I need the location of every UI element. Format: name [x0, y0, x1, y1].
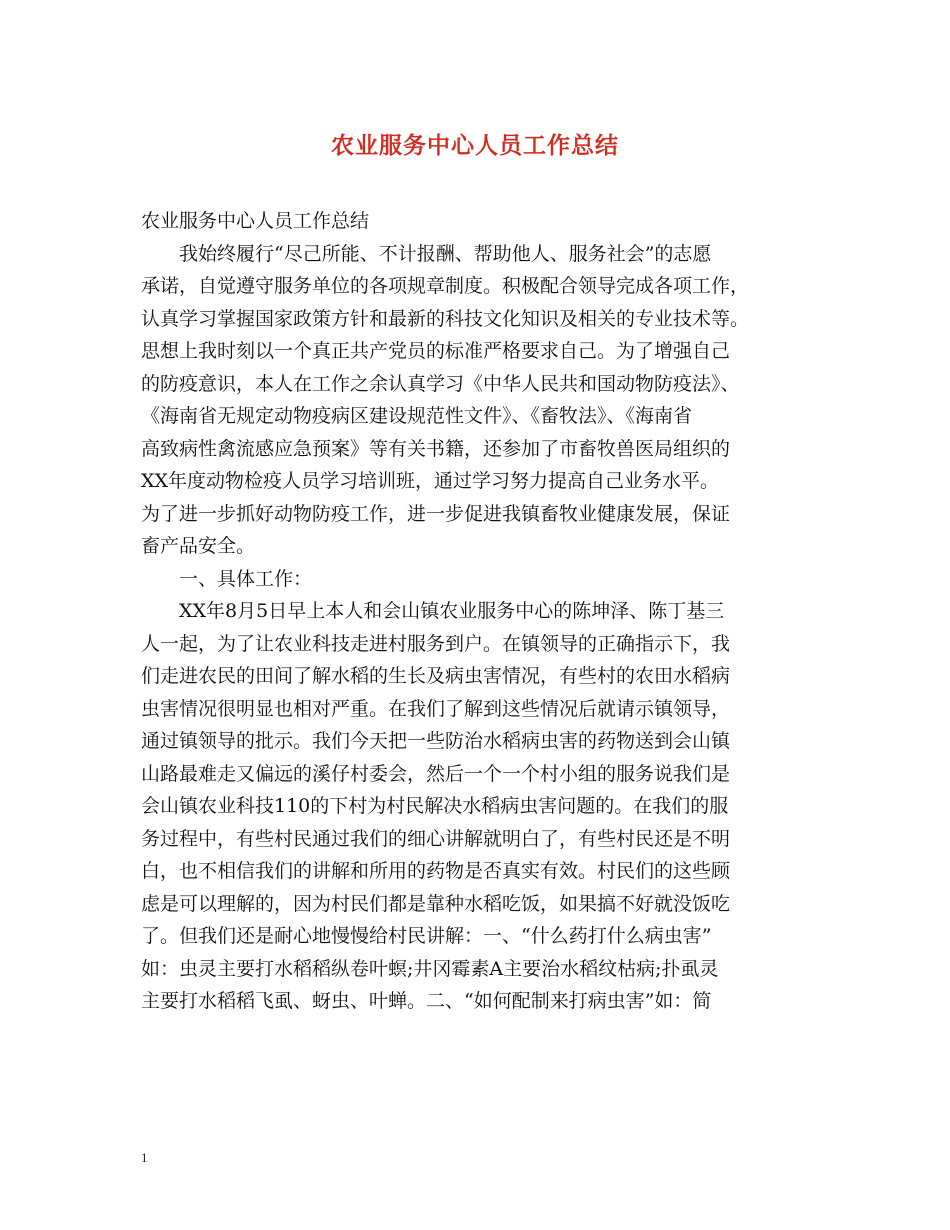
body-line: 通过镇领导的批示。我们今天把一些防治水稻病虫害的药物送到会山镇: [141, 730, 731, 752]
body-line: 我始终履行“尽己所能、不计报酬、帮助他人、服务社会”的志愿: [141, 242, 712, 265]
body-line: XX年度动物检疫人员学习培训班，通过学习努力提高自己业务水平。: [141, 470, 720, 492]
body-line: 为了进一步抓好动物防疫工作，进一步促进我镇畜牧业健康发展，保证: [141, 502, 731, 525]
body-line: 认真学习掌握国家政策方针和最新的科技文化知识及相关的专业技术等。: [141, 307, 750, 330]
document-title: 农业服务中心人员工作总结: [331, 132, 619, 159]
body-line: 人一起，为了让农业科技走进村服务到户。在镇领导的正确指示下，我: [141, 632, 731, 655]
body-line: XX年8月5日早上本人和会山镇农业服务中心的陈坤泽、陈丁基三: [141, 600, 725, 622]
body-line: 会山镇农业科技110的下村为村民解决水稻病虫害问题的。在我们的服: [141, 795, 729, 817]
body-line: 们走进农民的田间了解水稻的生长及病虫害情况，有些村的农田水稻病: [141, 665, 731, 687]
body-line: 高致病性禽流感应急预案》等有关书籍，还参加了市畜牧兽医局组织的: [141, 437, 731, 460]
body-line: 白，也不相信我们的讲解和所用的药物是否真实有效。村民们的这些顾: [141, 860, 731, 882]
document-body: [141, 205, 831, 1018]
body-line: 一、具体工作：: [141, 567, 313, 590]
body-line: 的防疫意识，本人在工作之余认真学习《中华人民共和国动物防疫法》、: [141, 372, 740, 395]
body-line: 承诺，自觉遵守服务单位的各项规章制度。积极配合领导完成各项工作，: [141, 275, 750, 297]
body-line: 畜产品安全。: [141, 535, 256, 557]
body-line: 虑是可以理解的，因为村民们都是靠种水稻吃饭，如果搞不好就没饭吃: [141, 892, 731, 915]
page-number: 1: [141, 1150, 148, 1165]
body-line: 务过程中，有些村民通过我们的细心讲解就明白了，有些村民还是不明: [141, 827, 731, 850]
body-line: 虫害情况很明显也相对严重。在我们了解到这些情况后就请示镇领导，: [141, 697, 731, 720]
body-line: 山路最难走又偏远的溪仔村委会，然后一个一个村小组的服务说我们是: [141, 762, 731, 785]
body-line: 《海南省无规定动物疫病区建设规范性文件》、《畜牧法》、《海南省: [141, 405, 693, 427]
body-line: 主要打水稻稻飞虱、蚜虫、叶蝉。二、“如何配制来打病虫害”如：简: [141, 990, 712, 1012]
body-line: 了。但我们还是耐心地慢慢给村民讲解：一、“什么药打什么病虫害”: [141, 925, 712, 947]
body-line: 如：虫灵主要打水稻稻纵卷叶螟;井冈霉素A主要治水稻纹枯病;扑虱灵: [141, 957, 719, 980]
body-line: 思想上我时刻以一个真正共产党员的标准严格要求自己。为了增强自己: [141, 340, 731, 362]
body-line: 农业服务中心人员工作总结: [141, 210, 370, 232]
